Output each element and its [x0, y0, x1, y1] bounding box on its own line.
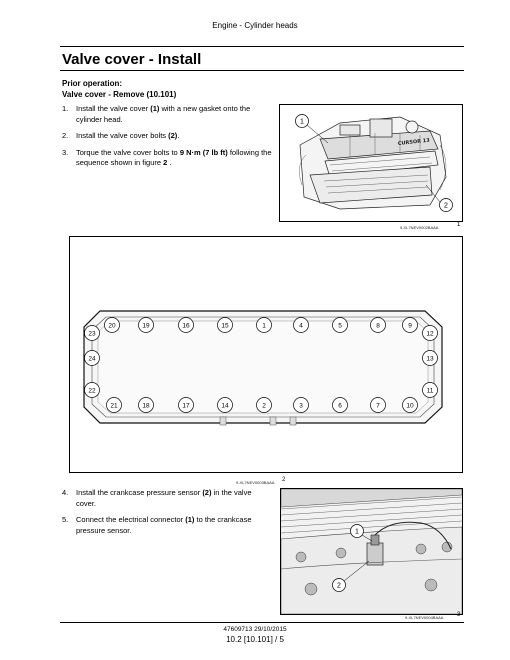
svg-text:12: 12 — [426, 330, 434, 338]
step-1 — [62, 488, 272, 509]
bolt-22 — [85, 383, 100, 398]
bolt-16 — [179, 318, 194, 333]
bolt-17 — [179, 398, 194, 413]
bolt-3 — [294, 398, 309, 413]
bolt-6 — [333, 398, 348, 413]
fig3-callout-2: 2 — [337, 582, 341, 590]
step-text: Torque the valve cover bolts to 9 N·m (7 lb ft) following the sequence shown in figure 2 . — [76, 147, 272, 167]
step-number: 1. — [62, 104, 69, 113]
figure-3 — [280, 488, 463, 615]
title-rule — [60, 70, 464, 71]
figure-1-caption: 9-XL7NEV0002BAAA — [400, 225, 439, 230]
bolt-18 — [139, 398, 154, 413]
step-text: Install the valve cover bolts (2). — [76, 131, 180, 140]
bolt-5 — [333, 318, 348, 333]
bolt-9 — [403, 318, 418, 333]
svg-text:8: 8 — [376, 322, 380, 330]
step-number: 3. — [62, 147, 69, 157]
bolt-15 — [218, 318, 233, 333]
bolt-19 — [139, 318, 154, 333]
bolt-7 — [371, 398, 386, 413]
svg-text:2: 2 — [262, 402, 266, 410]
figure-2-number: 2 — [282, 477, 286, 483]
svg-text:17: 17 — [182, 402, 190, 410]
step-2 — [62, 515, 272, 536]
prior-operation — [62, 78, 176, 100]
figure-3-caption: 9-XL7NEV0004BAAA — [405, 615, 444, 620]
svg-text:22: 22 — [88, 387, 96, 395]
svg-text:16: 16 — [182, 322, 190, 330]
svg-text:11: 11 — [426, 387, 434, 395]
bolt-11 — [423, 383, 438, 398]
bolt-21 — [107, 398, 122, 413]
engine-illustration — [280, 105, 462, 221]
svg-text:7: 7 — [376, 402, 380, 410]
instruction-steps — [62, 104, 272, 175]
footer-rule — [60, 622, 464, 623]
bolt-2 — [257, 398, 272, 413]
step-number: 2. — [62, 131, 69, 140]
svg-text:6: 6 — [338, 402, 342, 410]
svg-text:10: 10 — [406, 402, 414, 410]
bolt-12 — [423, 326, 438, 341]
svg-text:21: 21 — [110, 402, 118, 410]
svg-text:14: 14 — [221, 402, 229, 410]
figure-3-number: 3 — [457, 612, 461, 618]
step-3 — [62, 148, 272, 169]
sensor-illustration — [281, 489, 462, 614]
valve-cover-brand: CURSOR 13 — [397, 137, 431, 147]
bolt-8 — [371, 318, 386, 333]
svg-text:23: 23 — [88, 330, 96, 338]
instruction-steps-2 — [62, 488, 272, 542]
step-text: Install the crankcase pressure sensor (2) in the valve cover. — [76, 488, 252, 508]
svg-text:3: 3 — [299, 402, 303, 410]
footer-page-number: 10.2 [10.101] / 5 — [226, 635, 284, 644]
bolt-sequence-diagram — [70, 237, 462, 472]
figure-2-caption: 9-XL7NEV0003BAAA — [236, 480, 275, 485]
fig3-callout-1: 1 — [355, 528, 359, 536]
bolt-10 — [403, 398, 418, 413]
page-title: Valve cover - Install — [62, 51, 202, 68]
figure-2 — [69, 236, 463, 473]
figure-1 — [279, 104, 463, 222]
bolt-23 — [85, 326, 100, 341]
svg-text:20: 20 — [108, 322, 116, 330]
step-number: 5. — [62, 515, 69, 524]
svg-text:5: 5 — [338, 322, 342, 330]
prior-operation-label: Prior operation: — [62, 79, 123, 88]
running-header: Engine - Cylinder heads — [212, 21, 298, 30]
footer-document-id: 47609713 29/10/2015 — [223, 626, 287, 633]
step-text: Install the valve cover (1) with a new gasket onto the cylinder head. — [76, 104, 251, 124]
step-number: 4. — [62, 488, 69, 497]
svg-text:9: 9 — [408, 322, 412, 330]
header-rule — [60, 46, 464, 47]
bolt-4 — [294, 318, 309, 333]
fig1-callout-2: 2 — [444, 202, 448, 210]
step-2 — [62, 131, 272, 142]
step-1 — [62, 104, 272, 125]
bolt-24 — [85, 351, 100, 366]
svg-text:13: 13 — [426, 355, 434, 363]
bolt-14 — [218, 398, 233, 413]
step-text: Connect the electrical connector (1) to the crankcase pressure sensor. — [76, 515, 252, 535]
bolt-1 — [257, 318, 272, 333]
prior-operation-link[interactable]: Valve cover - Remove (10.101) — [62, 90, 177, 99]
svg-text:4: 4 — [299, 322, 303, 330]
fig1-callout-1: 1 — [300, 118, 304, 126]
bolt-20 — [105, 318, 120, 333]
svg-text:19: 19 — [142, 322, 150, 330]
bolt-13 — [423, 351, 438, 366]
svg-text:15: 15 — [221, 322, 229, 330]
svg-text:24: 24 — [88, 355, 96, 363]
figure-1-number: 1 — [457, 222, 461, 228]
svg-text:1: 1 — [262, 322, 266, 330]
svg-text:18: 18 — [142, 402, 150, 410]
